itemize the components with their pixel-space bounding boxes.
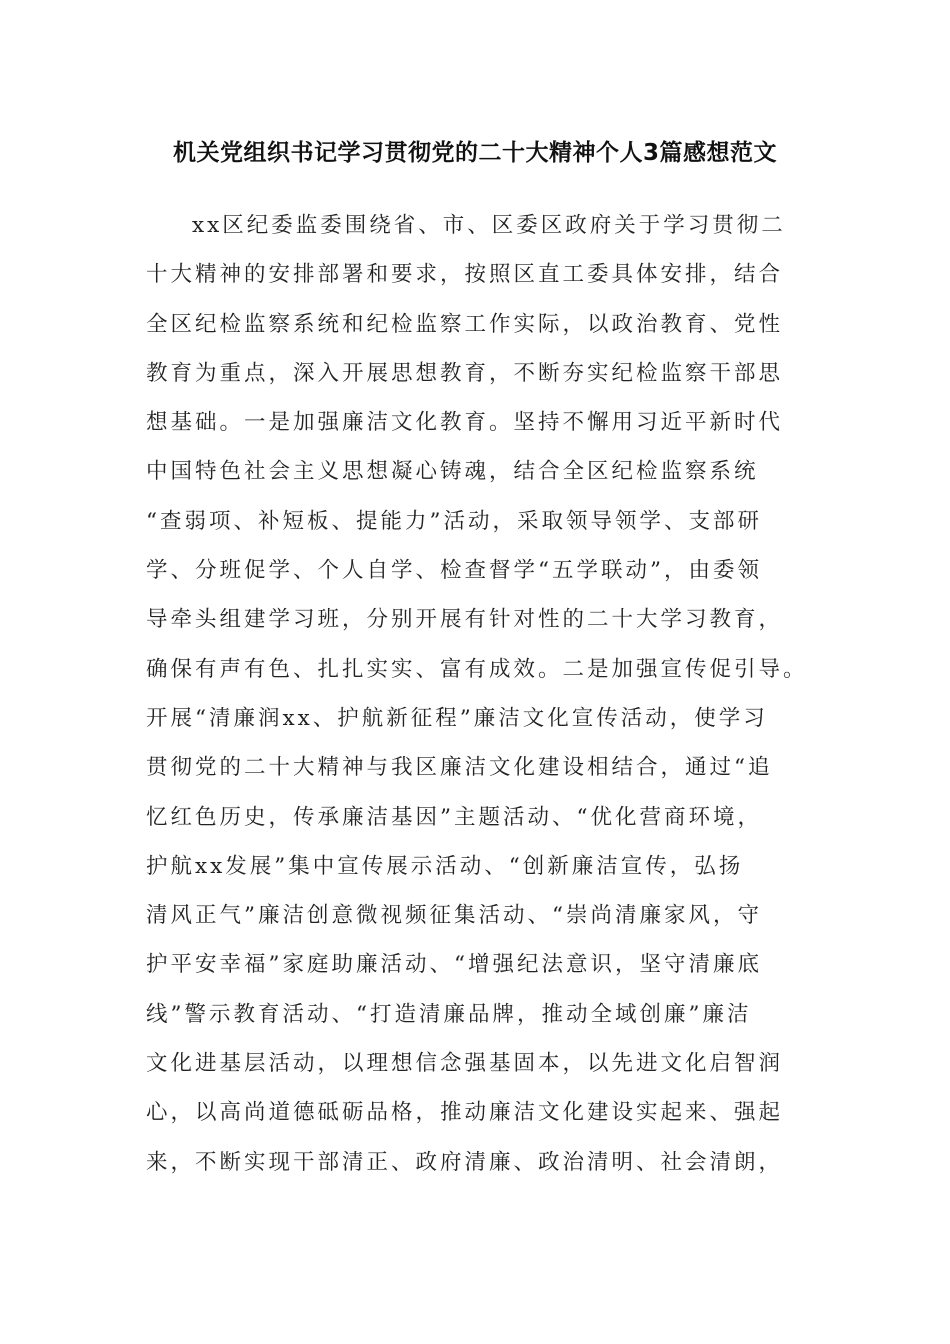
paragraph-line: 学、分班促学、个人自学、检查督学“五学联动”，由委领 [146,558,762,584]
paragraph-line: 忆红色历史，传承廉洁基因”主题活动、“优化营商环境， [146,804,762,830]
document-body [146,206,808,1192]
paragraph-line: 贯彻党的二十大精神与我区廉洁文化建设相结合，通过“追 [146,755,773,781]
paragraph-line: 文化进基层活动，以理想信念强基固本，以先进文化启智润 [146,1051,784,1077]
paragraph-line: 导牵头组建学习班，分别开展有针对性的二十大学习教育， [146,607,784,633]
document-title: 机关党组织书记学习贯彻党的二十大精神个人3篇感想范文 [172,140,777,166]
paragraph-line: “查弱项、补短板、提能力”活动，采取领导领学、支部研 [146,508,762,534]
paragraph-line: 来，不断实现干部清正、政府清廉、政治清明、社会清朗， [146,1149,784,1175]
paragraph-line: 中国特色社会主义思想凝心铸魂，结合全区纪检监察系统 [146,459,759,485]
paragraph-line: 全区纪检监察系统和纪检监察工作实际，以政治教育、党性 [146,311,784,337]
paragraph-line: xx区纪委监委围绕省、市、区委区政府关于学习贯彻二 [192,213,786,238]
paragraph-line: 线”警示教育活动、“打造清廉品牌，推动全域创廉”廉洁 [146,1001,752,1027]
paragraph-line: 护航xx发展”集中宣传展示活动、“创新廉洁宣传，弘扬 [146,853,744,879]
paragraph-line: 十大精神的安排部署和要求，按照区直工委具体安排，结合 [146,262,784,288]
paragraph-line: 清风正气”廉洁创意微视频征集活动、“崇尚清廉家风，守 [146,903,762,929]
paragraph-line: 护平安幸福”家庭助廉活动、“增强纪法意识，坚守清廉底 [146,952,762,978]
paragraph-line: 确保有声有色、扎扎实实、富有成效。二是加强宣传促引导。 [146,656,808,682]
paragraph-line: 心，以高尚道德砥砺品格，推动廉洁文化建设实起来、强起 [146,1100,784,1126]
paragraph-line: 开展“清廉润xx、护航新征程”廉洁文化宣传活动，使学习 [146,705,768,731]
paragraph-line: 教育为重点，深入开展思想教育，不断夯实纪检监察干部思 [146,360,784,386]
paragraph-line: 想基础。一是加强廉洁文化教育。坚持不懈用习近平新时代 [146,410,784,436]
